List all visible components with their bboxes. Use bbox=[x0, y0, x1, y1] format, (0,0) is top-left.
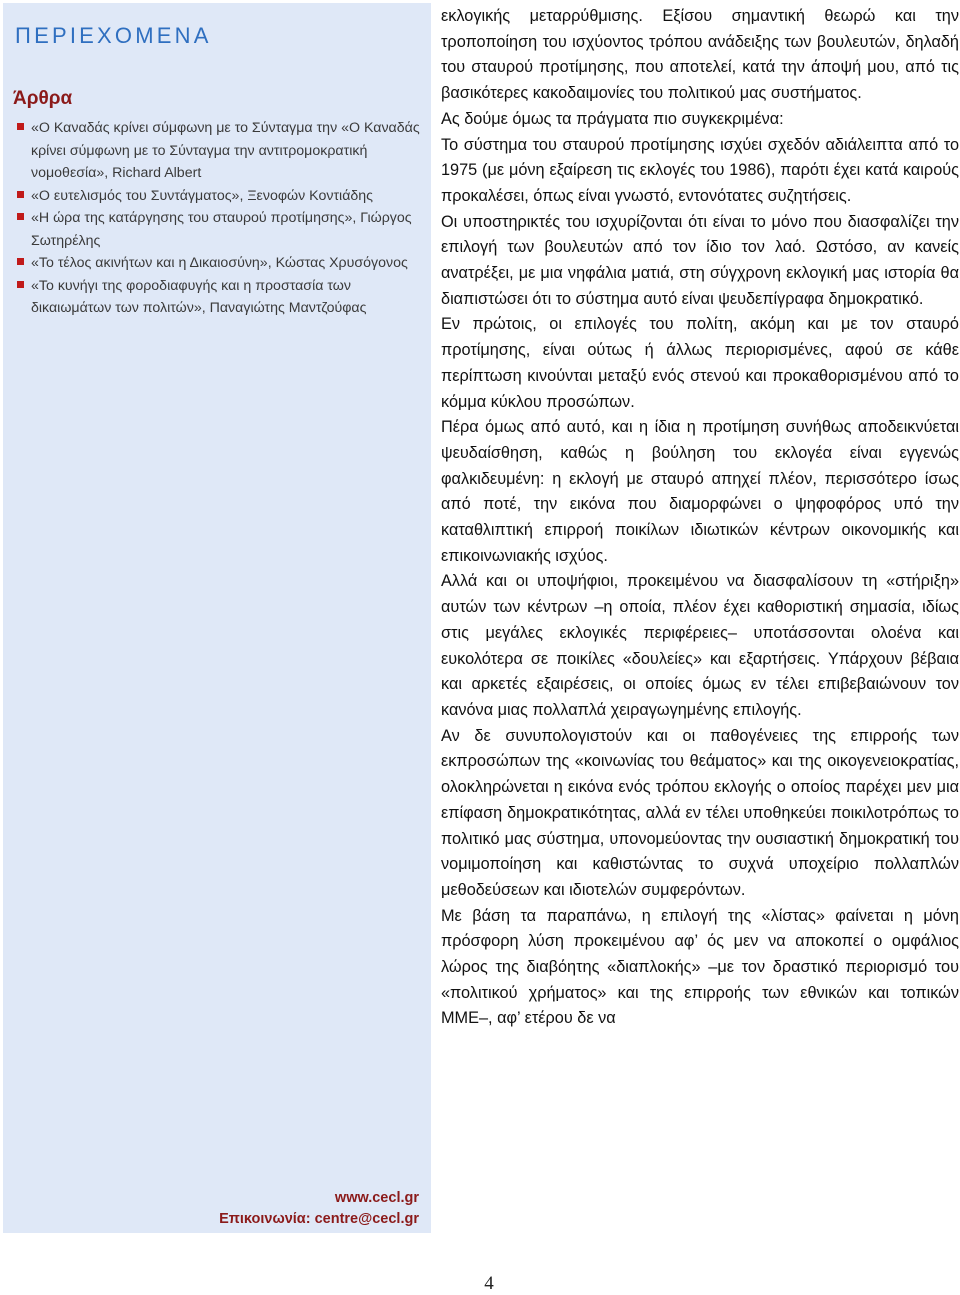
article-item[interactable] bbox=[13, 252, 421, 275]
article-item[interactable] bbox=[13, 207, 421, 252]
website-link[interactable]: www.cecl.gr bbox=[334, 1190, 419, 1206]
article-title: «Το κυνήγι της φοροδιαφυγής και η προστασία των δικαιωμάτων των πολιτών», Παναγιώτης Μαντζούφας bbox=[31, 277, 367, 316]
article-item[interactable] bbox=[13, 117, 421, 185]
body-paragraph: Εν πρώτοις, οι επιλογές του πολίτη, ακόμη και με τον σταυρό προτίμησης, είναι ούτως ή άλλως περιορισμένες, αφού σε κάθε περίπτωση κινούνται μεταξύ ενός στενού και προκαθορισμένου από το κόμμα κύκλου προσώπων. bbox=[441, 315, 959, 411]
article-title: «Ο Καναδάς κρίνει σύμφωνη με το Σύνταγμα την «Ο Καναδάς κρίνει σύμφωνη με το Σύνταγμα την αντιτρομοκρατική νομοθεσία», Richard Albert bbox=[31, 120, 420, 181]
square-bullet-icon bbox=[17, 213, 24, 220]
square-bullet-icon bbox=[17, 258, 24, 265]
square-bullet-icon bbox=[17, 123, 24, 130]
contents-title: ΠΕΡΙΕΧΟΜΕΝΑ bbox=[15, 23, 212, 48]
article-title: «Το τέλος ακινήτων και η Δικαιοσύνη», Κώστας Χρυσόγονος bbox=[31, 255, 408, 271]
page-number: 4 bbox=[484, 1273, 494, 1294]
article-title: «Η ώρα της κατάργησης του σταυρού προτίμησης», Γιώργος Σωτηρέλης bbox=[31, 210, 412, 249]
sidebar-footer bbox=[219, 1188, 419, 1230]
articles-heading: Άρθρα bbox=[13, 88, 73, 109]
body-paragraph: εκλογικής μεταρρύθμισης. Εξίσου σημαντική θεωρώ και την τροποποίηση του ισχύοντος τρόπου ανάδειξης των βουλευτών, δηλαδή του σταυρού προτίμησης, που αποτελεί, κατά την άποψή μου, από τις βασικότερες κακοδαιμονίες του πολιτικού μας συστήματος. bbox=[441, 7, 959, 103]
body-paragraph: Αν δε συνυπολογιστούν και οι παθογένειες της επιρροής των εκπροσώπων της «κοινωνίας του θεάματος» και της οικογενειοκρατίας, ολοκληρώνεται η εικόνα ενός τρόπου εκλογής ο οποίος παρέχει μεν μια επίφαση δημοκρατικότητας, αλλά εν τέλει υποθηκεύει ποικιλοτρόπως το πολιτικό μας σύστημα, υπονομεύοντας την ουσιαστική δημοκρατική του νομιμοποίηση και καθιστώντας το συχνά υποχείριο πολλαπλών μεθοδεύσεων και ιδιοτελών συμφερόντων. bbox=[441, 726, 959, 899]
square-bullet-icon bbox=[17, 281, 24, 288]
body-paragraph: Οι υποστηρικτές του ισχυρίζονται ότι είναι το μόνο που διασφαλίζει την επιλογή των βουλευτών από τον ίδιο τον λαό. Ωστόσο, αν κανείς ανατρέξει, με μια νηφάλια ματιά, στη σύγχρονη εκλογική μας ιστορία θα διαπιστώσει ότι το σύστημα αυτό είναι ψευδεπίγραφα δημοκρατικό. bbox=[441, 212, 959, 308]
contact-email[interactable]: Επικοινωνία: centre@cecl.gr bbox=[219, 1211, 419, 1227]
article-body bbox=[441, 4, 959, 1032]
article-item[interactable] bbox=[13, 275, 421, 320]
body-paragraph: Το σύστημα του σταυρού προτίμησης ισχύει σχεδόν αδιάλειπτα από το 1975 (με μόνη εξαίρεση τις εκλογές του 1986), παρότι έχει κατά καιρούς προκαλέσει, όπως είναι γνωστό, εντονότατες συζητήσεις. bbox=[441, 135, 959, 205]
article-title: «Ο ευτελισμός του Συντάγματος», Ξενοφών Κοντιάδης bbox=[31, 187, 374, 204]
articles-list bbox=[13, 117, 421, 320]
square-bullet-icon bbox=[17, 191, 24, 198]
body-paragraph: Με βάση τα παραπάνω, η επιλογή της «λίστας» φαίνεται η μόνη πρόσφορη λύση προκειμένου αφ’ ός μεν να αποκοπεί ο ομφάλιος λώρος της διαβόητης «διαπλοκής» –με τον δραστικό περιορισμό του «πολιτικού χρήματος» και της επιρροής των εθνικών και τοπικών ΜΜΕ–, αφ’ ετέρου δε να bbox=[441, 906, 959, 1028]
body-paragraph: Αλλά και οι υποψήφιοι, προκειμένου να διασφαλίσουν τη «στήριξη» αυτών των κέντρων –η οποία, πλέον έχει καθοριστική σημασία, ιδίως στις μεγάλες εκλογικές περιφέρειες– υποτάσσονται ολοένα και ευκολότερα σε ποικίλες «δουλείες» και εξαρτήσεις. Υπάρχουν βέβαια και αρκετές εξαιρέσεις, οι οποίες όμως εν τέλει επιβεβαιώνουν τον κανόνα μιας πολλαπλά χειραγωγημένης επιλογής. bbox=[441, 572, 959, 719]
body-paragraph: Πέρα όμως από αυτό, και η ίδια η προτίμηση συνήθως αποδεικνύεται ψευδαίσθηση, καθώς η βούληση του εκλογέα είναι εγγενώς φαλκιδευμένη: η εκλογή με σταυρό απηχεί πλέον, περισσότερο ίσως από ποτέ, την εικόνα που διαμορφώνει ο ψηφοφόρος υπό την καταθλιπτική επιρροή ποικίλων ιδιωτικών κέντρων οικονομικής και επικοινωνιακής ισχύος. bbox=[441, 418, 959, 565]
article-item[interactable] bbox=[13, 185, 421, 208]
body-paragraph: Ας δούμε όμως τα πράγματα πιο συγκεκριμένα: bbox=[441, 109, 784, 128]
contents-sidebar bbox=[3, 3, 431, 1233]
